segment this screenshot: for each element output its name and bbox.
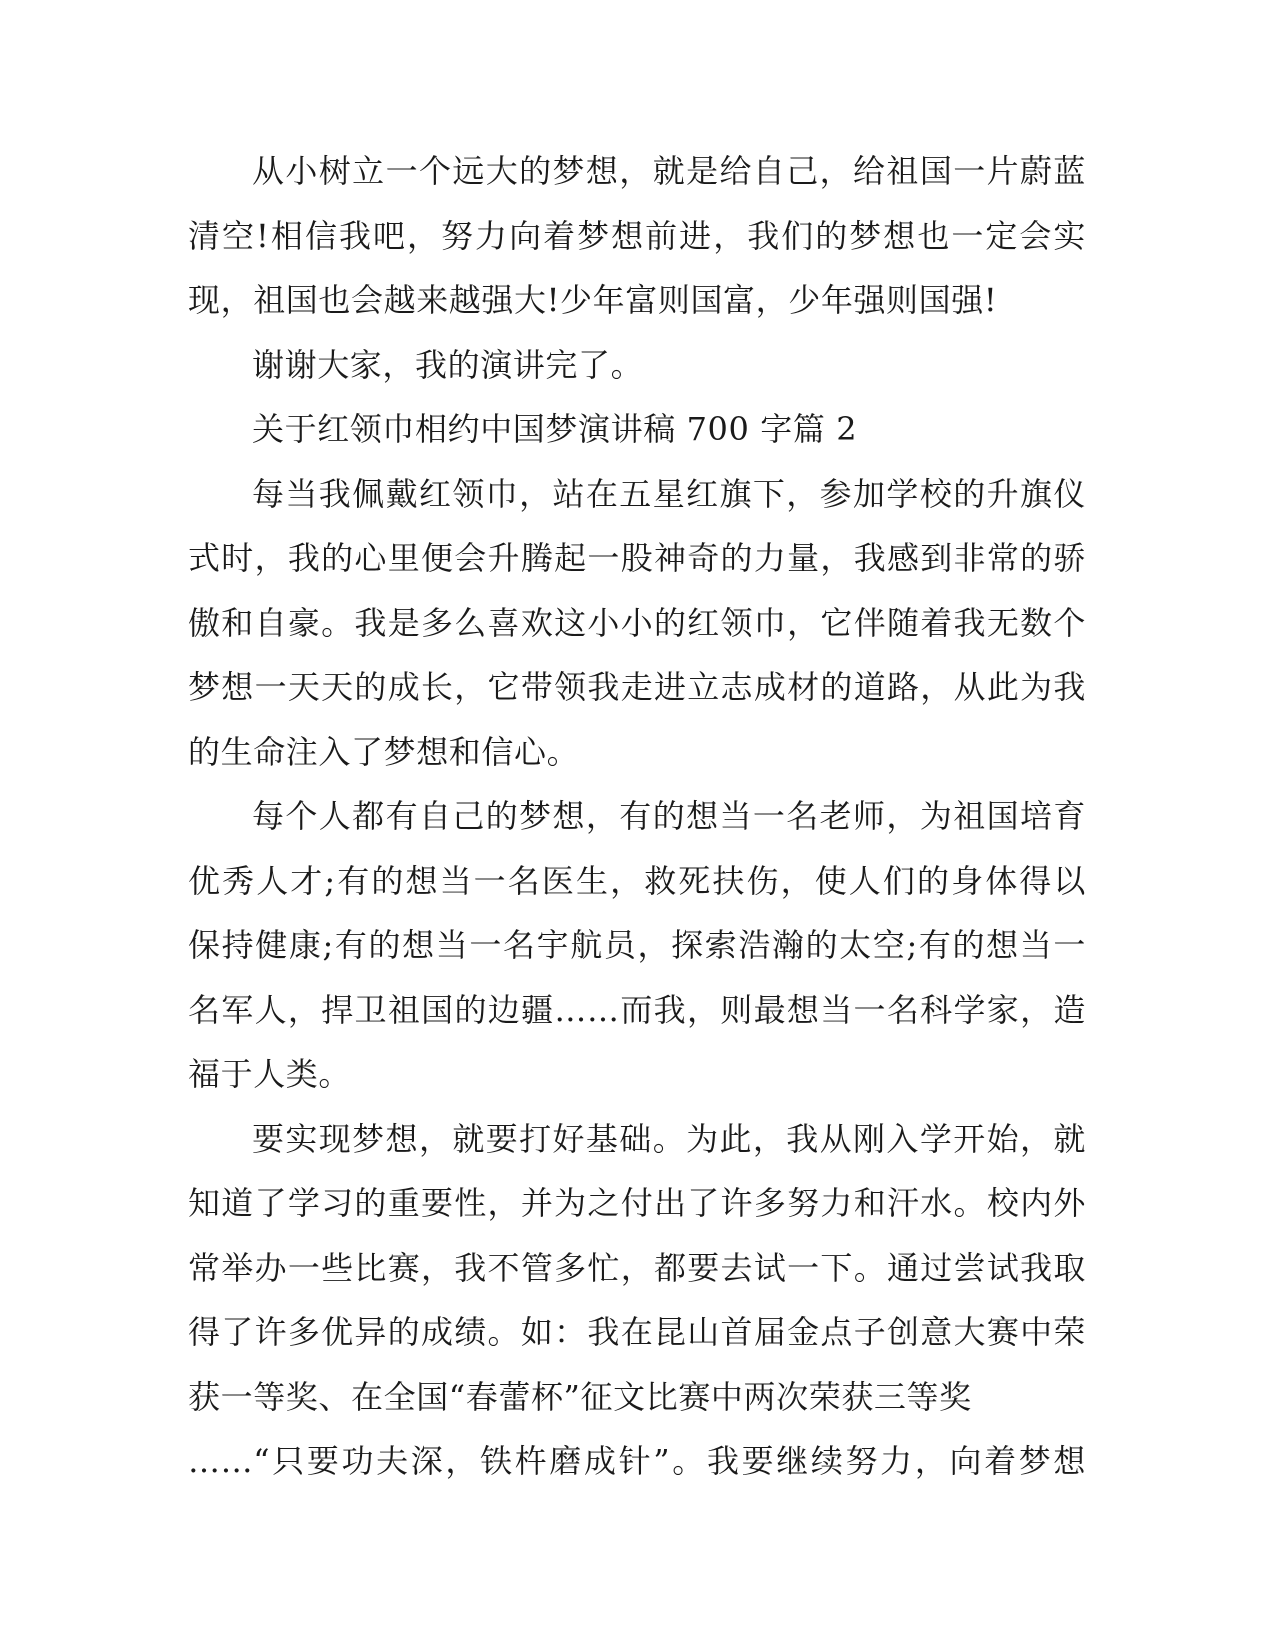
- section-heading: 关于红领巾相约中国梦演讲稿 700 字篇 2: [252, 410, 858, 448]
- text-line: 名军人，捍卫祖国的边疆……而我，则最想当一名科学家，造: [188, 990, 1086, 1029]
- speech-text-body: [188, 139, 1086, 1494]
- text-line: 从小树立一个远大的梦想，就是给自己，给祖国一片蔚蓝: [252, 152, 1086, 190]
- text-line: 福于人类。: [188, 1055, 352, 1093]
- text-line: 优秀人才;有的想当一名医生，救死扶伤，使人们的身体得以: [188, 861, 1086, 900]
- text-line: 保持健康;有的想当一名宇航员，探索浩瀚的太空;有的想当一: [188, 926, 1086, 964]
- text-line: 得了许多优异的成绩。如：我在昆山首届金点子创意大赛中荣: [188, 1313, 1086, 1351]
- text-line: 获一等奖、在全国“春蕾杯”征文比赛中两次荣获三等奖: [188, 1377, 972, 1416]
- text-line: 的生命注入了梦想和信心。: [188, 732, 580, 771]
- text-line: 谢谢大家，我的演讲完了。: [252, 345, 644, 384]
- text-line: 常举办一些比赛，我不管多忙，都要去试一下。通过尝试我取: [188, 1248, 1086, 1287]
- text-line: 傲和自豪。我是多么喜欢这小小的红领巾，它伴随着我无数个: [188, 603, 1086, 642]
- text-line: 每个人都有自己的梦想，有的想当一名老师，为祖国培育: [252, 797, 1086, 835]
- text-line: 梦想一天天的成长，它带领我走进立志成材的道路，从此为我: [188, 668, 1086, 706]
- text-line: 现，祖国也会越来越强大!少年富则国富，少年强则国强!: [188, 281, 998, 319]
- text-line: 清空!相信我吧，努力向着梦想前进，我们的梦想也一定会实: [188, 216, 1086, 255]
- text-line: 要实现梦想，就要打好基础。为此，我从刚入学开始，就: [252, 1119, 1086, 1158]
- text-line: 知道了学习的重要性，并为之付出了许多努力和汗水。校内外: [188, 1184, 1086, 1222]
- text-line: 每当我佩戴红领巾，站在五星红旗下，参加学校的升旗仪: [252, 474, 1086, 513]
- text-line: 式时，我的心里便会升腾起一股神奇的力量，我感到非常的骄: [188, 539, 1086, 577]
- text-line: ……“只要功夫深，铁杵磨成针”。我要继续努力，向着梦想: [188, 1442, 1086, 1480]
